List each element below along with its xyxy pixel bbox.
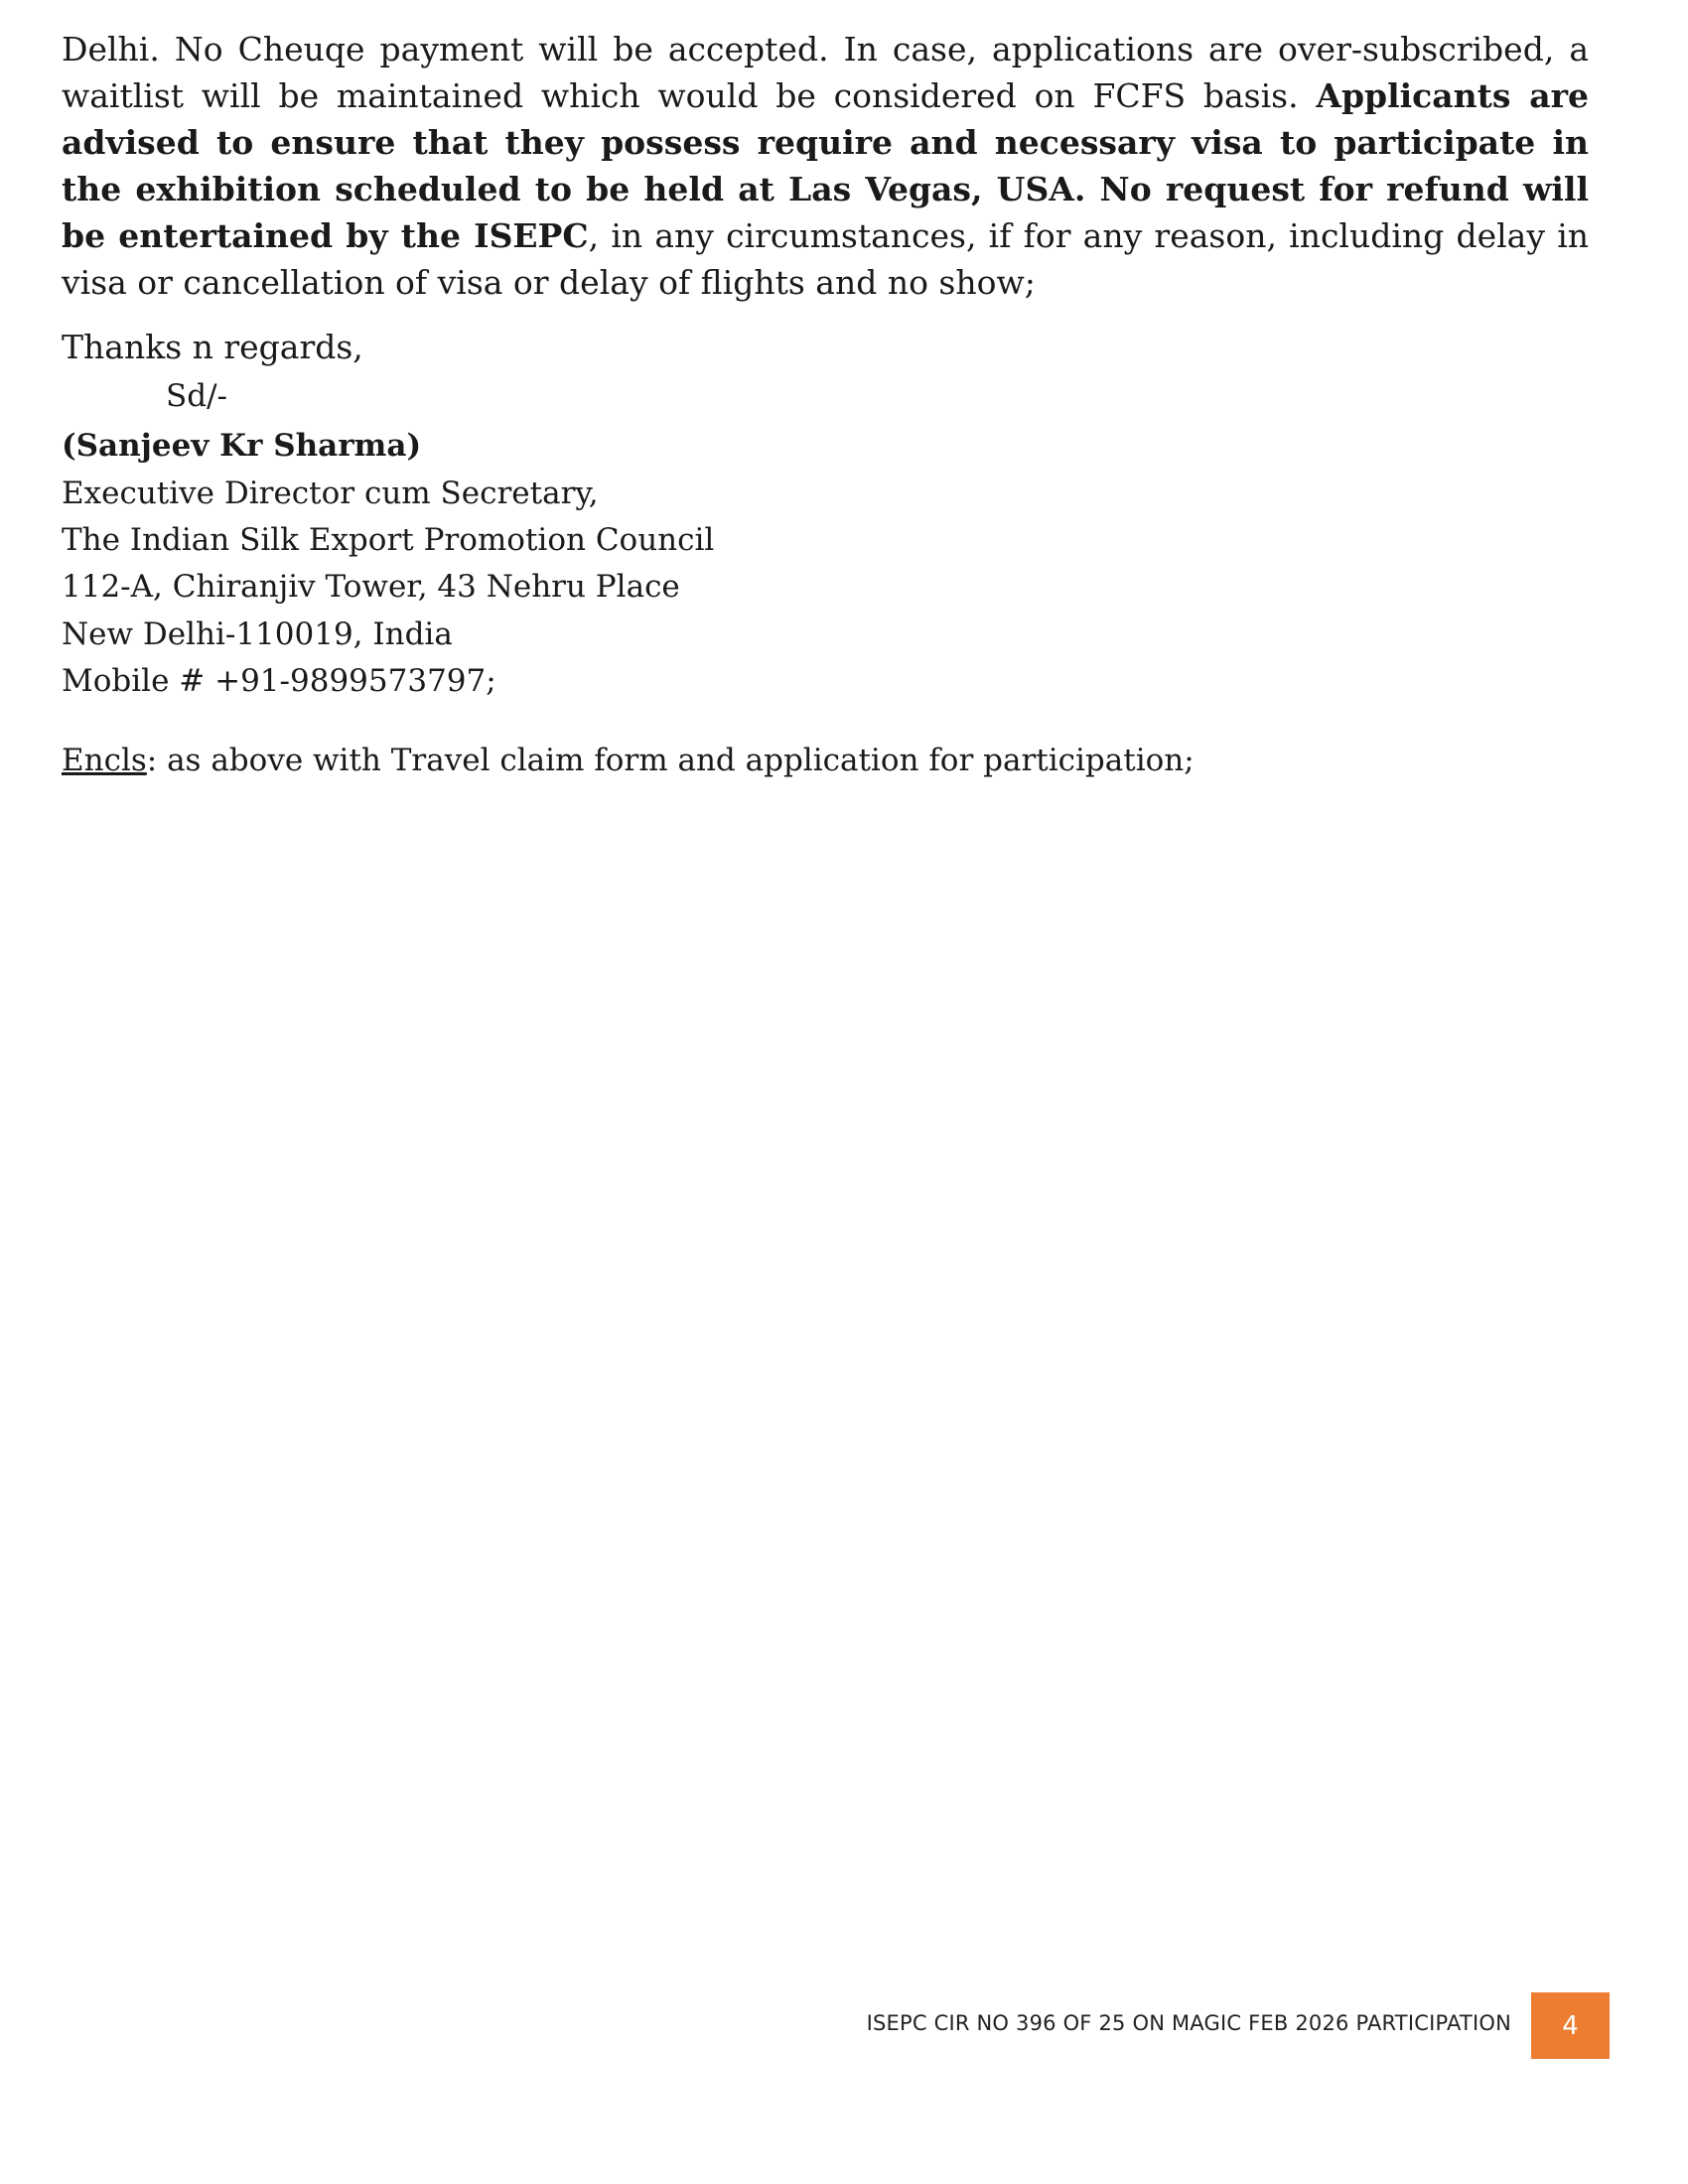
- enclosures-text: : as above with Travel claim form and application for participation;: [146, 743, 1195, 778]
- signatory-name: (Sanjeev Kr Sharma): [62, 428, 422, 464]
- address-line-2: New Delhi-110019, India: [62, 616, 453, 652]
- page-number-badge: 4: [1531, 1992, 1610, 2059]
- paragraph-bold-text: Applicants are advised to ensure that they possess require and necessary visa to participate in the exhibition scheduled to be held at Las Vegas, USA. No request for refund will be entertained by the ISEPC: [62, 76, 1590, 255]
- paragraph-text: , in any circumstances, if for any reason, including delay in visa or cancellation of visa or delay of flights and no show;: [62, 216, 1589, 302]
- address-line-1: 112-A, Chiranjiv Tower, 43 Nehru Place: [62, 569, 680, 605]
- signed-mark: Sd/-: [166, 378, 227, 414]
- body-paragraph: [62, 26, 1589, 306]
- footer-circular-reference: ISEPC CIR NO 396 OF 25 ON MAGIC FEB 2026 PARTICIPATION: [866, 2011, 1511, 2035]
- signatory-designation: Executive Director cum Secretary,: [62, 476, 599, 511]
- mobile-number: Mobile # +91-9899573797;: [62, 663, 496, 699]
- closing-line: Thanks n regards,: [62, 328, 363, 366]
- paragraph-text: Delhi. No Cheuqe payment will be accepted. In case, applications are over-subscribed, a waitlist will be maintained which would be considered on FCFS basis.: [62, 30, 1589, 115]
- enclosures-label: Encls: [62, 743, 147, 778]
- organization-name: The Indian Silk Export Promotion Council: [62, 522, 715, 558]
- enclosures-line: [62, 741, 1195, 780]
